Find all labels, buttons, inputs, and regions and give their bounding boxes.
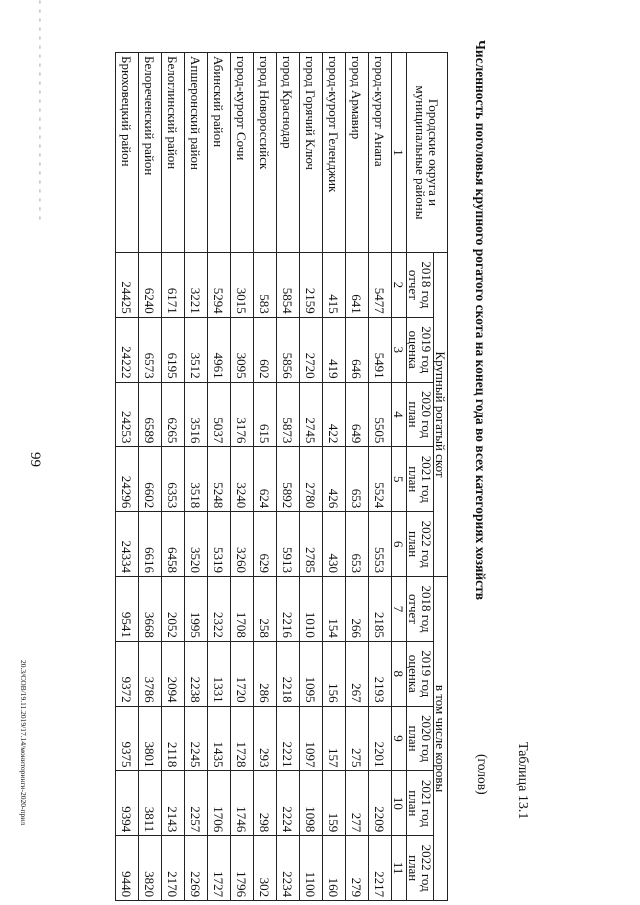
year-header: 2019 год оценка: [407, 317, 434, 382]
value-cell: 159: [323, 771, 346, 836]
table-row: [323, 53, 346, 901]
value-cell: 2201: [369, 706, 392, 771]
year-header: 2018 год отчет: [407, 253, 434, 318]
value-cell: 2269: [185, 836, 208, 901]
region-name: Белоглинский район: [162, 53, 185, 253]
header-cows: в том числе коровы: [434, 577, 448, 901]
value-cell: 24425: [116, 253, 139, 318]
value-cell: 286: [254, 641, 277, 706]
table-row: [116, 53, 139, 901]
value-cell: 6458: [162, 512, 185, 577]
region-name: Брюховецкий район: [116, 53, 139, 253]
value-cell: 3221: [185, 253, 208, 318]
value-cell: 5491: [369, 317, 392, 382]
region-name: Апшеронский район: [185, 53, 208, 253]
value-cell: 3015: [231, 253, 254, 318]
year-header: 2022 год план: [407, 836, 434, 901]
column-index: 2: [392, 253, 407, 318]
value-cell: 1100: [300, 836, 323, 901]
table-row: [208, 53, 231, 901]
value-cell: 2185: [369, 577, 392, 642]
value-cell: 2720: [300, 317, 323, 382]
column-index: 10: [392, 771, 407, 836]
column-index: 11: [392, 836, 407, 901]
page-number: 99: [27, 452, 43, 467]
table-row: [185, 53, 208, 901]
value-cell: 9372: [116, 641, 139, 706]
value-cell: 3095: [231, 317, 254, 382]
value-cell: 5505: [369, 382, 392, 447]
value-cell: 2745: [300, 382, 323, 447]
value-cell: 2322: [208, 577, 231, 642]
value-cell: 1097: [300, 706, 323, 771]
region-name: город-курорт Анапа: [369, 53, 392, 253]
value-cell: 2209: [369, 771, 392, 836]
table-number: Таблица 13.1: [515, 742, 530, 820]
value-cell: 3176: [231, 382, 254, 447]
region-name: город-курорт Геленджик: [323, 53, 346, 253]
value-cell: 419: [323, 317, 346, 382]
value-cell: 293: [254, 706, 277, 771]
margin-mark: - - - - - - - - - - - - - - - - - - - - - - - - -: [34, 0, 48, 221]
value-cell: 3260: [231, 512, 254, 577]
value-cell: 6616: [139, 512, 162, 577]
value-cell: 5854: [277, 253, 300, 318]
value-cell: 3811: [139, 771, 162, 836]
value-cell: 160: [323, 836, 346, 901]
column-index: 6: [392, 512, 407, 577]
value-cell: 275: [346, 706, 369, 771]
value-cell: 2785: [300, 512, 323, 577]
value-cell: 24253: [116, 382, 139, 447]
table-row: [231, 53, 254, 901]
value-cell: 5856: [277, 317, 300, 382]
value-cell: 430: [323, 512, 346, 577]
value-cell: 653: [346, 447, 369, 512]
value-cell: 154: [323, 577, 346, 642]
value-cell: 5477: [369, 253, 392, 318]
header-region: Городские округа и муниципальные районы: [407, 53, 448, 253]
value-cell: 5248: [208, 447, 231, 512]
value-cell: 1728: [231, 706, 254, 771]
column-index: 4: [392, 382, 407, 447]
value-cell: 2245: [185, 706, 208, 771]
value-cell: 5294: [208, 253, 231, 318]
column-index-row: [392, 53, 407, 901]
value-cell: 1098: [300, 771, 323, 836]
column-index: 5: [392, 447, 407, 512]
value-cell: 2224: [277, 771, 300, 836]
value-cell: 6353: [162, 447, 185, 512]
region-name: город-курорт Сочи: [231, 53, 254, 253]
value-cell: 624: [254, 447, 277, 512]
table-row: [369, 53, 392, 901]
value-cell: 649: [346, 382, 369, 447]
value-cell: 24222: [116, 317, 139, 382]
value-cell: 6589: [139, 382, 162, 447]
year-header: 2018 год отчет: [407, 577, 434, 642]
year-header: 2020 год план: [407, 382, 434, 447]
value-cell: 9375: [116, 706, 139, 771]
value-cell: 1720: [231, 641, 254, 706]
region-name: город Краснодар: [277, 53, 300, 253]
value-cell: 1706: [208, 771, 231, 836]
value-cell: 3786: [139, 641, 162, 706]
value-cell: 1796: [231, 836, 254, 901]
value-cell: 422: [323, 382, 346, 447]
value-cell: 5913: [277, 512, 300, 577]
header-cattle: Крупный рогатый скот: [434, 253, 448, 577]
livestock-table: [115, 52, 448, 901]
year-header: 2021 год план: [407, 771, 434, 836]
value-cell: 2118: [162, 706, 185, 771]
unit-label: (голов): [475, 754, 490, 795]
year-header: 2020 год план: [407, 706, 434, 771]
value-cell: 5553: [369, 512, 392, 577]
value-cell: 2238: [185, 641, 208, 706]
value-cell: 24334: [116, 512, 139, 577]
column-index: 1: [392, 53, 407, 253]
value-cell: 279: [346, 836, 369, 901]
value-cell: 1331: [208, 641, 231, 706]
table-body: [116, 53, 392, 901]
table-row: [254, 53, 277, 901]
value-cell: 2218: [277, 641, 300, 706]
value-cell: 2159: [300, 253, 323, 318]
table-row: [139, 53, 162, 901]
value-cell: 5319: [208, 512, 231, 577]
value-cell: 5524: [369, 447, 392, 512]
value-cell: 3801: [139, 706, 162, 771]
footer-code: 20.3/СОВ/19.11.2019/17.14/мониторинги-2020-прил: [19, 660, 28, 826]
value-cell: 1010: [300, 577, 323, 642]
value-cell: 629: [254, 512, 277, 577]
value-cell: 5892: [277, 447, 300, 512]
value-cell: 6573: [139, 317, 162, 382]
value-cell: 4961: [208, 317, 231, 382]
value-cell: 2257: [185, 771, 208, 836]
value-cell: 1708: [231, 577, 254, 642]
value-cell: 277: [346, 771, 369, 836]
value-cell: 1727: [208, 836, 231, 901]
column-index: 3: [392, 317, 407, 382]
value-cell: 5037: [208, 382, 231, 447]
value-cell: 3240: [231, 447, 254, 512]
value-cell: 298: [254, 771, 277, 836]
value-cell: 9440: [116, 836, 139, 901]
value-cell: 9394: [116, 771, 139, 836]
value-cell: 302: [254, 836, 277, 901]
value-cell: 641: [346, 253, 369, 318]
value-cell: 3518: [185, 447, 208, 512]
year-header: 2019 год оценка: [407, 641, 434, 706]
value-cell: 156: [323, 641, 346, 706]
value-cell: 6265: [162, 382, 185, 447]
value-cell: 415: [323, 253, 346, 318]
value-cell: 266: [346, 577, 369, 642]
region-name: Белореченский район: [139, 53, 162, 253]
value-cell: 267: [346, 641, 369, 706]
column-index: 8: [392, 641, 407, 706]
value-cell: 2143: [162, 771, 185, 836]
value-cell: 615: [254, 382, 277, 447]
value-cell: 24296: [116, 447, 139, 512]
region-name: город Армавир: [346, 53, 369, 253]
value-cell: 2221: [277, 706, 300, 771]
value-cell: 5873: [277, 382, 300, 447]
table-row: [277, 53, 300, 901]
value-cell: 6171: [162, 253, 185, 318]
value-cell: 583: [254, 253, 277, 318]
table-title: Численность поголовья крупного рогатого скота на конец года во всех категориях хозяйств: [473, 40, 488, 601]
value-cell: 258: [254, 577, 277, 642]
table-row: [162, 53, 185, 901]
region-name: город Горячий Ключ: [300, 53, 323, 253]
region-name: город Новороссийск: [254, 53, 277, 253]
value-cell: 6240: [139, 253, 162, 318]
table-row: [300, 53, 323, 901]
table-row: [346, 53, 369, 901]
value-cell: 3516: [185, 382, 208, 447]
value-cell: 1995: [185, 577, 208, 642]
value-cell: 3520: [185, 512, 208, 577]
value-cell: 2216: [277, 577, 300, 642]
value-cell: 646: [346, 317, 369, 382]
value-cell: 2170: [162, 836, 185, 901]
value-cell: 2193: [369, 641, 392, 706]
value-cell: 3512: [185, 317, 208, 382]
value-cell: 1435: [208, 706, 231, 771]
column-index: 7: [392, 577, 407, 642]
value-cell: 9541: [116, 577, 139, 642]
year-header: 2022 год план: [407, 512, 434, 577]
value-cell: 2780: [300, 447, 323, 512]
value-cell: 2094: [162, 641, 185, 706]
value-cell: 6602: [139, 447, 162, 512]
column-index: 9: [392, 706, 407, 771]
value-cell: 602: [254, 317, 277, 382]
value-cell: 1746: [231, 771, 254, 836]
value-cell: 2217: [369, 836, 392, 901]
value-cell: 3668: [139, 577, 162, 642]
value-cell: 6195: [162, 317, 185, 382]
value-cell: 653: [346, 512, 369, 577]
value-cell: 2052: [162, 577, 185, 642]
value-cell: 1095: [300, 641, 323, 706]
value-cell: 2234: [277, 836, 300, 901]
value-cell: 157: [323, 706, 346, 771]
year-header: 2021 год план: [407, 447, 434, 512]
value-cell: 3820: [139, 836, 162, 901]
value-cell: 426: [323, 447, 346, 512]
region-name: Абинский район: [208, 53, 231, 253]
